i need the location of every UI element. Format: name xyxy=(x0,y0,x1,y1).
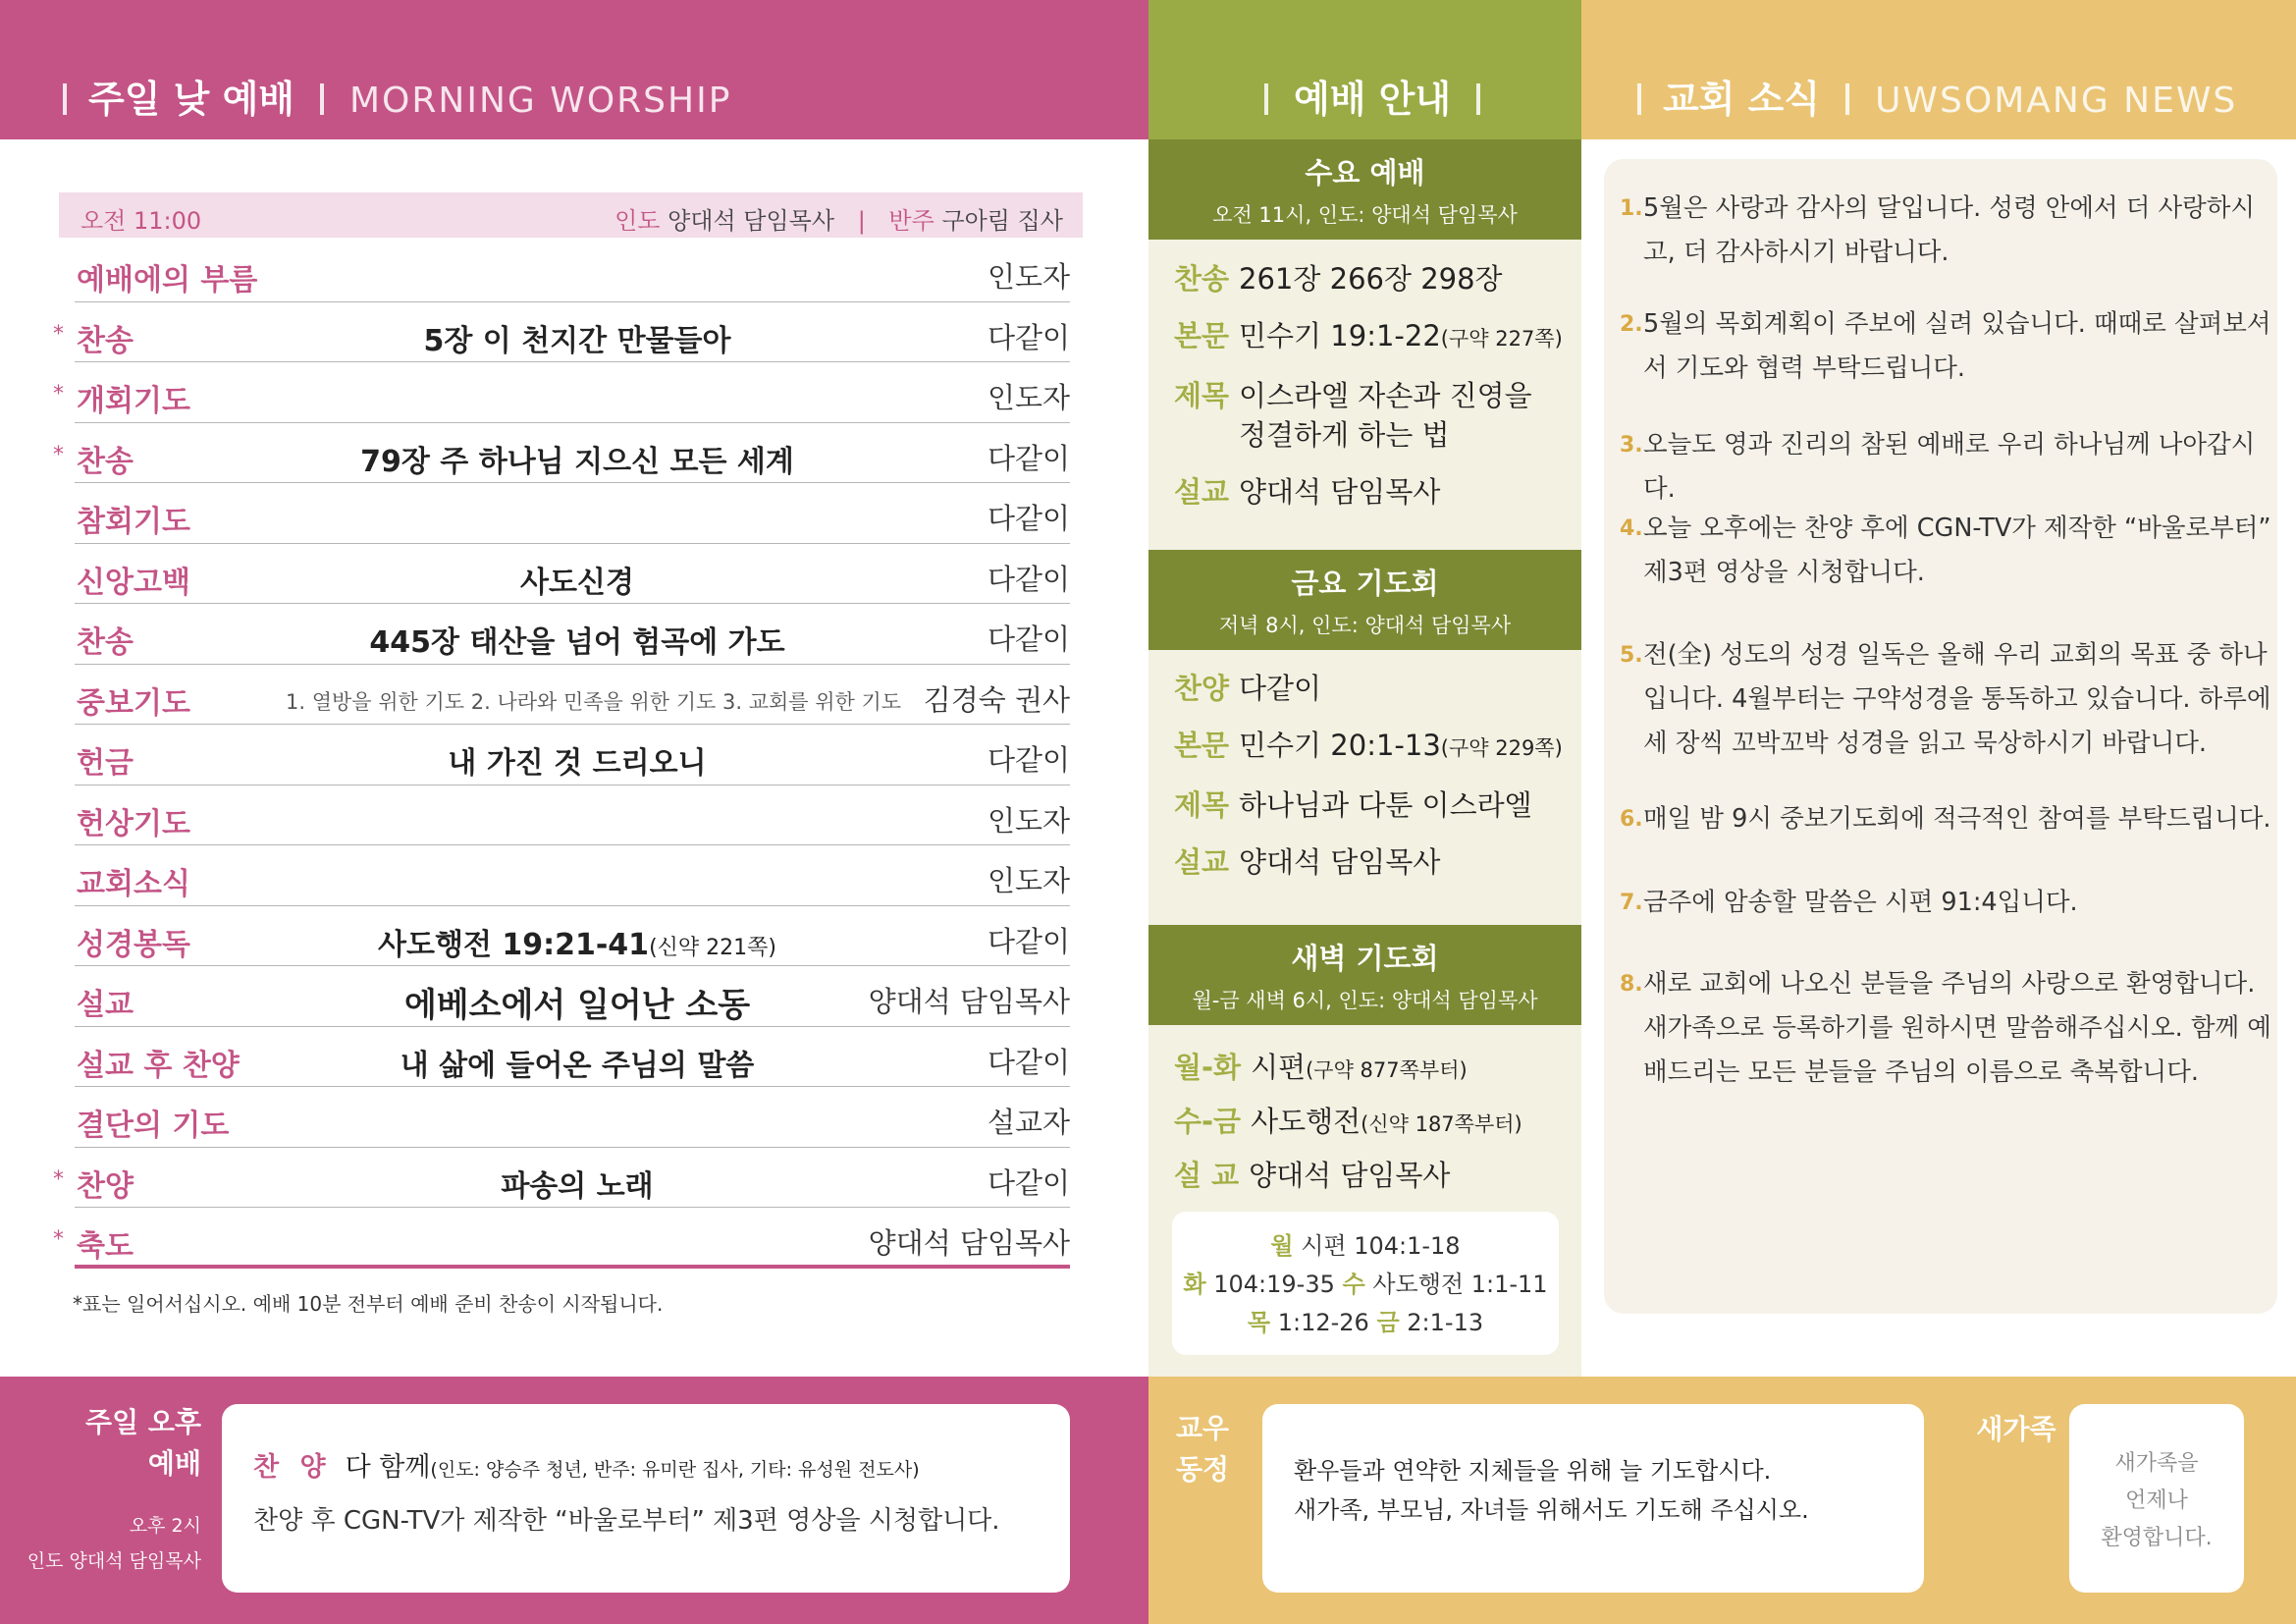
news-text: 5월은 사랑과 감사의 달입니다. 성령 안에서 더 사랑하시고, 더 감사하시기 바랍니다. xyxy=(1643,193,2255,267)
order-row xyxy=(75,544,1070,605)
dawn-prayer-header xyxy=(1148,925,1581,1025)
news-text: 금주에 암송할 말씀은 시편 91:4입니다. xyxy=(1643,888,2078,917)
news-number: 6. xyxy=(1620,807,1643,832)
order-item-name: 헌상기도 xyxy=(77,806,190,841)
header-church-news xyxy=(1612,69,2237,123)
news-item xyxy=(1620,962,2277,1095)
order-item-who: 다같이 xyxy=(987,623,1070,656)
header-morning-worship xyxy=(37,69,731,123)
order-item-title: 5장 이 천지간 만물들아 xyxy=(423,323,731,358)
order-item-name: 찬양 xyxy=(77,1168,133,1204)
detail-value: 민수기 19:1-22 xyxy=(1239,319,1441,352)
detail-label: 제목 xyxy=(1174,788,1230,822)
order-item-name: 결단의 기도 xyxy=(77,1109,230,1143)
header-title-ko: 예배 안내 xyxy=(1294,78,1452,121)
order-item-who: 다같이 xyxy=(987,502,1070,535)
detail-value: 시편 xyxy=(1251,1051,1307,1084)
news-number: 4. xyxy=(1620,516,1643,541)
detail-label: 월-화 xyxy=(1174,1051,1242,1084)
afternoon-worship-card xyxy=(222,1404,1070,1593)
section-title: 새벽 기도회 xyxy=(1291,942,1439,975)
news-item xyxy=(1620,881,2277,925)
reading-line xyxy=(1172,1304,1559,1342)
order-row xyxy=(75,1027,1070,1088)
detail-label: 설 교 xyxy=(1174,1159,1240,1192)
order-item-who: 양대석 담임목사 xyxy=(868,1226,1070,1260)
order-item-title xyxy=(75,920,1070,963)
news-item xyxy=(1620,797,2277,841)
detail-mon-tue xyxy=(1174,1048,1567,1090)
order-item-who: 다같이 xyxy=(987,320,1070,354)
section-subtitle: 오전 11시, 인도: 양대석 담임목사 xyxy=(1212,203,1518,227)
section-subtitle: 저녁 8시, 인도: 양대석 담임목사 xyxy=(1218,614,1512,637)
news-item xyxy=(1620,302,2277,391)
order-item-title: 파송의 노래 xyxy=(501,1168,654,1204)
order-row xyxy=(75,242,1070,302)
afternoon-time: 오후 2시 xyxy=(129,1515,201,1537)
news-text: 5월의 목회계획이 주보에 실려 있습니다. 때때로 살펴보셔서 기도와 협력 부탁드립니다. xyxy=(1643,309,2271,383)
order-item-name: 헌금 xyxy=(77,746,133,781)
day-label: 수 xyxy=(1342,1271,1365,1298)
section-subtitle: 월-금 새벽 6시, 인도: 양대석 담임목사 xyxy=(1192,989,1538,1012)
order-row xyxy=(75,906,1070,967)
afternoon-worship-info xyxy=(20,1508,201,1579)
detail-value: 하나님과 다툰 이스라엘 xyxy=(1239,788,1532,822)
praise-credits: (인도: 양승주 청년, 반주: 유미란 집사, 기타: 유성원 전도사) xyxy=(430,1459,920,1481)
detail-text xyxy=(1174,316,1567,358)
header-divider xyxy=(1264,83,1268,115)
order-item-name: 예배에의 부름 xyxy=(77,263,258,298)
order-item-who: 김경숙 권사 xyxy=(923,682,1070,717)
message-line: 새가족을 xyxy=(2114,1451,2199,1476)
praise-label: 찬 양 xyxy=(253,1452,332,1483)
order-item-who: 설교자 xyxy=(987,1106,1070,1139)
detail-label: 본문 xyxy=(1174,319,1230,352)
detail-label: 설교 xyxy=(1174,845,1230,879)
newcomer-message xyxy=(2069,1445,2244,1557)
title-line: 주일 오후 xyxy=(85,1406,201,1438)
friday-prayer-header xyxy=(1148,550,1581,650)
fellowship-line: 새가족, 부모님, 자녀들 위해서도 기도해 주십시오. xyxy=(1294,1496,1809,1524)
accompanist-name: 구아림 집사 xyxy=(941,207,1063,235)
detail-value: 양대석 담임목사 xyxy=(1239,845,1441,879)
order-item-who: 인도자 xyxy=(987,260,1070,294)
order-item-title: 사도신경 xyxy=(520,565,634,600)
detail-value: 양대석 담임목사 xyxy=(1249,1159,1451,1192)
title-line: 동정 xyxy=(1175,1453,1230,1486)
detail-page: (신약 187쪽부터) xyxy=(1361,1112,1522,1136)
service-leaders xyxy=(614,201,1063,236)
header-divider xyxy=(63,83,67,115)
order-row xyxy=(75,966,1070,1027)
message-line: 환영합니다. xyxy=(2101,1526,2213,1550)
detail-theme xyxy=(1174,376,1567,455)
order-item-name: 교회소식 xyxy=(77,867,190,901)
day-reading: 104:19-35 xyxy=(1213,1271,1335,1298)
afternoon-praise-line xyxy=(253,1445,920,1484)
detail-value: 사도행전 xyxy=(1251,1105,1362,1138)
detail-page: (구약 877쪽부터) xyxy=(1306,1058,1468,1082)
section-title: 수요 예배 xyxy=(1305,156,1425,189)
news-number: 2. xyxy=(1620,312,1643,337)
detail-theme xyxy=(1174,785,1567,825)
header-divider xyxy=(1845,83,1849,115)
section-title: 금요 기도회 xyxy=(1291,567,1439,600)
fellowship-title xyxy=(1173,1408,1232,1490)
order-item-name: 찬송 xyxy=(77,323,133,358)
order-item-title: 445장 태산을 넘어 험곡에 가도 xyxy=(369,625,785,660)
detail-praise xyxy=(1174,669,1567,708)
stand-marker: * xyxy=(53,382,64,406)
detail-label: 설교 xyxy=(1174,475,1230,509)
reading-line xyxy=(1172,1227,1559,1266)
detail-sermon xyxy=(1174,842,1567,882)
afternoon-video-note: 찬양 후 CGN-TV가 제작한 “바울로부터” 제3편 영상을 시청합니다. xyxy=(253,1506,1000,1536)
order-item-name: 참회기도 xyxy=(77,505,190,539)
detail-value: 민수기 20:1-13 xyxy=(1239,729,1441,762)
order-row xyxy=(53,362,1070,423)
order-row xyxy=(53,423,1070,484)
header-title-ko: 교회 소식 xyxy=(1663,78,1821,121)
day-label: 화 xyxy=(1183,1271,1206,1298)
detail-text xyxy=(1174,726,1567,768)
order-of-worship xyxy=(53,242,1070,1269)
order-item-who: 인도자 xyxy=(987,803,1070,838)
news-text: 전(全) 성도의 성경 일독은 올해 우리 교회의 목표 중 하나입니다. 4월부터는 구약성경을 통독하고 있습니다. 하루에 세 장씩 꼬박꼬박 성경을 읽고 묵상하시기 바랍니다. xyxy=(1643,640,2271,758)
order-item-title: 내 삶에 들어온 주님의 말씀 xyxy=(400,1048,755,1083)
day-reading: 시편 104:1-18 xyxy=(1301,1232,1461,1260)
afternoon-worship-title xyxy=(39,1402,201,1485)
intercession-topics: 1. 열방을 위한 기도 2. 나라와 민족을 위한 기도 3. 교회를 위한 기도 xyxy=(286,689,902,714)
afternoon-leader: 인도 양대석 담임목사 xyxy=(27,1550,201,1572)
order-item-who: 다같이 xyxy=(987,1045,1070,1079)
detail-value: 양대석 담임목사 xyxy=(1239,475,1441,509)
detail-page: (구약 227쪽) xyxy=(1440,327,1563,351)
leader-name: 양대석 담임목사 xyxy=(667,207,835,235)
order-item-who: 다같이 xyxy=(987,1165,1070,1200)
title-line: 예배 xyxy=(147,1447,201,1480)
order-item-name: 찬송 xyxy=(77,625,133,660)
header-divider xyxy=(320,83,324,115)
news-number: 5. xyxy=(1620,643,1643,668)
order-item-name: 설교 xyxy=(77,988,133,1022)
order-item-who: 다같이 xyxy=(987,743,1070,777)
order-item-title: 79장 주 하나님 지으신 모든 세계 xyxy=(360,444,794,479)
stand-marker: * xyxy=(53,321,64,347)
order-row xyxy=(75,483,1070,544)
detail-page: (구약 229쪽) xyxy=(1440,736,1563,760)
order-item-name: 축도 xyxy=(77,1229,133,1264)
news-item xyxy=(1620,423,2277,512)
detail-sermon xyxy=(1174,472,1567,512)
order-item-name: 설교 후 찬양 xyxy=(77,1048,240,1083)
wednesday-service-header xyxy=(1148,139,1581,240)
news-text: 새로 교회에 나오신 분들을 주님의 사랑으로 환영합니다. 새가족으로 등록하기를 원하시면 말씀해주십시오. 함께 예배드리는 모든 분들을 주님의 이름으로 축복합니다. xyxy=(1643,969,2271,1087)
praise-value: 다 함께 xyxy=(345,1452,431,1483)
news-number: 1. xyxy=(1620,196,1643,221)
friday-prayer-details xyxy=(1174,669,1567,899)
message-line: 언제나 xyxy=(2125,1489,2188,1513)
order-item-who: 인도자 xyxy=(987,381,1070,414)
detail-hymn xyxy=(1174,259,1567,298)
detail-label: 찬송 xyxy=(1174,262,1230,296)
day-reading: 2:1-13 xyxy=(1407,1309,1484,1336)
news-item xyxy=(1620,633,2277,766)
news-item xyxy=(1620,507,2277,595)
stand-marker: * xyxy=(53,1227,64,1252)
title-line: 교우 xyxy=(1175,1412,1230,1444)
sermon-title: 에베소에서 일어난 소동 xyxy=(403,986,751,1025)
detail-label: 제목 xyxy=(1174,379,1230,412)
order-row xyxy=(75,1087,1070,1148)
news-number: 7. xyxy=(1620,891,1643,915)
newcomer-title: 새가족 xyxy=(1976,1413,2056,1445)
scripture-page: (신약 221쪽) xyxy=(649,935,776,960)
day-label: 금 xyxy=(1376,1309,1400,1336)
header-service-guide xyxy=(1239,69,1480,123)
day-reading: 사도행전 1:1-11 xyxy=(1372,1271,1548,1298)
order-item-who: 다같이 xyxy=(987,924,1070,958)
stand-marker: * xyxy=(53,442,64,467)
accompanist-label: 반주 xyxy=(888,207,934,235)
separator: | xyxy=(857,207,866,235)
order-item-title: 내 가진 것 드리오니 xyxy=(448,746,707,781)
day-label: 목 xyxy=(1247,1309,1271,1336)
dawn-prayer-details xyxy=(1174,1048,1567,1213)
order-row xyxy=(75,785,1070,846)
fellowship-line: 환우들과 연약한 지체들을 위해 늘 기도합시다. xyxy=(1294,1457,1772,1485)
service-time: 오전 11:00 xyxy=(80,207,202,235)
scripture-reference: 사도행전 19:21-41 xyxy=(378,927,650,962)
day-label: 월 xyxy=(1270,1232,1294,1260)
news-number: 8. xyxy=(1620,972,1643,997)
detail-value: 261장 266장 298장 xyxy=(1239,262,1503,296)
header-divider xyxy=(1637,83,1641,115)
service-time-bar xyxy=(59,192,1083,238)
order-item-who: 양대석 담임목사 xyxy=(868,985,1070,1018)
detail-wed-fri xyxy=(1174,1102,1567,1144)
order-row xyxy=(75,665,1070,726)
order-row xyxy=(53,1148,1070,1209)
detail-label: 찬양 xyxy=(1174,672,1230,705)
news-text: 매일 밤 9시 중보기도회에 적극적인 참여를 부탁드립니다. xyxy=(1643,804,2271,834)
order-row xyxy=(53,1208,1070,1269)
detail-value: 이스라엘 자손과 진영을 정결하게 하는 법 xyxy=(1239,379,1532,452)
order-item-name: 성경봉독 xyxy=(77,927,190,962)
leader-label: 인도 xyxy=(614,207,661,235)
wednesday-service-details xyxy=(1174,259,1567,529)
daily-reading-box xyxy=(1172,1212,1559,1355)
detail-value: 다같이 xyxy=(1239,672,1322,705)
order-item-name: 개회기도 xyxy=(77,384,190,418)
order-item-name: 찬송 xyxy=(77,444,133,479)
order-item-who: 인도자 xyxy=(987,864,1070,897)
header-title-en: UWSOMANG NEWS xyxy=(1875,81,2238,121)
order-item-who: 다같이 xyxy=(987,441,1070,475)
order-row xyxy=(53,302,1070,363)
reading-line xyxy=(1172,1266,1559,1304)
stand-marker: * xyxy=(53,1166,64,1192)
news-item xyxy=(1620,187,2277,275)
header-title-ko: 주일 낮 예배 xyxy=(88,78,294,121)
news-text: 오늘 오후에는 찬양 후에 CGN-TV가 제작한 “바울로부터” 제3편 영상을 시청합니다. xyxy=(1643,514,2271,587)
news-text: 오늘도 영과 진리의 참된 예배로 우리 하나님께 나아갑시다. xyxy=(1643,430,2256,504)
detail-label: 수-금 xyxy=(1174,1105,1242,1138)
order-row xyxy=(75,604,1070,665)
order-item-name: 신앙고백 xyxy=(77,565,190,600)
order-row xyxy=(75,725,1070,785)
detail-sermon xyxy=(1174,1156,1567,1195)
detail-label: 본문 xyxy=(1174,729,1230,762)
order-item-who: 다같이 xyxy=(987,562,1070,596)
header-title-en: MORNING WORSHIP xyxy=(349,81,732,121)
standing-footnote: *표는 일어서십시오. 예배 10분 전부터 예배 준비 찬송이 시작됩니다. xyxy=(73,1292,664,1316)
news-number: 3. xyxy=(1620,433,1643,458)
header-divider xyxy=(1476,83,1480,115)
day-reading: 1:12-26 xyxy=(1277,1309,1369,1336)
order-item-name: 중보기도 xyxy=(77,685,190,721)
order-row xyxy=(75,845,1070,906)
